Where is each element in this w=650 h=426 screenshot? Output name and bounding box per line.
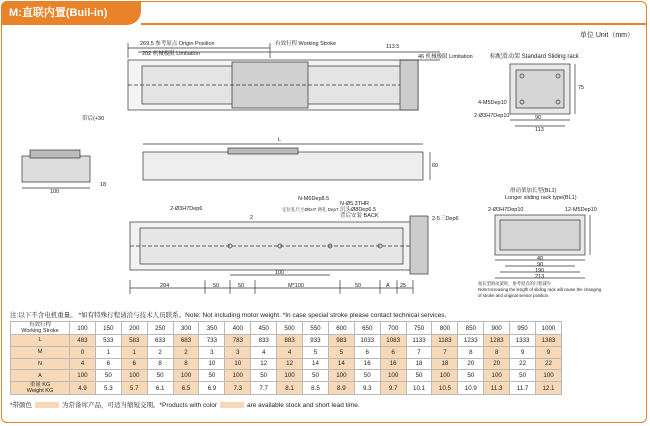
- table-cell: 100: [380, 370, 406, 382]
- table-cell: 933: [303, 335, 329, 347]
- table-cell: 900: [484, 322, 510, 335]
- table-cell: 18: [432, 358, 458, 370]
- table-cell: 7: [432, 346, 458, 358]
- bottom-pin-back: 背后安装 BACK: [340, 213, 379, 219]
- table-cell: 983: [328, 335, 354, 347]
- dim-25: 25: [400, 283, 407, 289]
- table-cell: 1383: [536, 335, 562, 347]
- table-cell: 7.3: [225, 382, 251, 395]
- table-row: [11, 370, 562, 382]
- table-cell: 583: [121, 335, 147, 347]
- table-cell: 10.9: [458, 382, 484, 395]
- table-cell: 5: [303, 346, 329, 358]
- table-cell: 50: [303, 370, 329, 382]
- limit-right-label: 46 机械极限 Limitation: [418, 54, 473, 60]
- table-cell: 1183: [432, 335, 458, 347]
- table-cell: 200: [121, 322, 147, 335]
- table-cell: 833: [251, 335, 277, 347]
- row-header: A: [11, 370, 70, 382]
- table-cell: 350: [199, 322, 225, 335]
- section-title: M:直联内置(Buil-in): [1, 1, 141, 25]
- table-cell: 150: [95, 322, 121, 335]
- table-cell: 20: [484, 358, 510, 370]
- table-cell: 550: [303, 322, 329, 335]
- table-cell: 4: [70, 358, 96, 370]
- table-cell: 733: [199, 335, 225, 347]
- table-cell: 5.7: [121, 382, 147, 395]
- rack-pin: 2-Ø3H7Dep10: [474, 113, 510, 119]
- table-cell: 6.9: [199, 382, 225, 395]
- long-rack-dim-90: 90: [537, 262, 544, 268]
- table-cell: 800: [432, 322, 458, 335]
- long-rack-note1: 加长型滑动架时，参考原点的行程减少: [478, 281, 552, 286]
- bottom-note-mid: 定位孔尺寸Ø5H7 两孔 Dep7: [282, 207, 339, 212]
- table-cell: 6: [380, 346, 406, 358]
- table-cell: 4: [277, 346, 303, 358]
- table-cell: 10: [199, 358, 225, 370]
- table-cell: 22: [536, 358, 562, 370]
- limit-left-label: 202 机械极限 Limitation: [142, 51, 200, 57]
- table-cell: 12: [277, 358, 303, 370]
- table-cell: 883: [277, 335, 303, 347]
- table-cell: 8: [147, 358, 173, 370]
- bottom-two: 2: [250, 215, 254, 221]
- table-cell: 100: [536, 370, 562, 382]
- table-cell: 50: [406, 370, 432, 382]
- color-swatch-2: [220, 402, 244, 408]
- table-cell: 2: [147, 346, 173, 358]
- table-cell: 16: [380, 358, 406, 370]
- bottom-pin-mid: N-Ø5.3THR: [340, 201, 370, 207]
- table-cell: 633: [147, 335, 173, 347]
- table-cell: 50: [95, 370, 121, 382]
- table-cell: 100: [328, 370, 354, 382]
- rack-dim-113: 113: [535, 127, 544, 133]
- table-cell: 6: [95, 358, 121, 370]
- table-cell: 533: [95, 335, 121, 347]
- table-row: [11, 346, 562, 358]
- table-cell: 100: [432, 370, 458, 382]
- table-cell: 4: [251, 346, 277, 358]
- origin-label: 269.5 参考原点 Origin Position: [140, 41, 215, 47]
- table-note: 注:以下不含电机重量。 *如有特殊行程请洽与技术人员联系。Note: Not including motor weight. *In case special stroke please contact technical services.: [10, 312, 447, 319]
- table-cell: 683: [173, 335, 199, 347]
- dim-m100: M*100: [288, 283, 304, 289]
- long-rack-title-en: Longer sliding rack type(BL1): [505, 195, 577, 201]
- table-row: [11, 322, 562, 335]
- dim-a: A: [386, 283, 390, 289]
- table-cell: 8.9: [328, 382, 354, 395]
- rack-dim-90: 90: [535, 115, 542, 121]
- table-cell: 1133: [406, 335, 432, 347]
- long-rack-dim-190: 190: [535, 268, 545, 274]
- table-cell: 483: [70, 335, 96, 347]
- table-cell: 1: [95, 346, 121, 358]
- table-cell: 9.7: [380, 382, 406, 395]
- table-cell: 8.5: [303, 382, 329, 395]
- table-cell: 600: [328, 322, 354, 335]
- table-cell: 12.1: [536, 382, 562, 395]
- side-view-body: [143, 152, 423, 180]
- table-cell: 1000: [536, 322, 562, 335]
- stroke-label: 有效行程 Working Stroke: [275, 41, 337, 47]
- table-cell: 9.3: [354, 382, 380, 395]
- footer-post2: are available stock and short lead time.: [246, 402, 360, 409]
- long-rack-dim-213: 213: [535, 274, 545, 280]
- table-cell: 9: [536, 346, 562, 358]
- table-cell: 100: [173, 370, 199, 382]
- table-cell: 12: [251, 358, 277, 370]
- table-cell: 1: [121, 346, 147, 358]
- dim-204: 204: [160, 283, 170, 289]
- table-cell: 750: [406, 322, 432, 335]
- dim-50a: 50: [213, 283, 220, 289]
- table-cell: 14: [303, 358, 329, 370]
- color-swatch: [35, 402, 59, 408]
- table-cell: 16: [354, 358, 380, 370]
- table-cell: 700: [380, 322, 406, 335]
- dim-50c: 50: [355, 283, 362, 289]
- table-cell: 10.5: [432, 382, 458, 395]
- table-cell: 100: [70, 370, 96, 382]
- table-cell: 22: [510, 358, 536, 370]
- table-cell: 1083: [380, 335, 406, 347]
- table-cell: 783: [225, 335, 251, 347]
- table-cell: 1333: [510, 335, 536, 347]
- table-cell: 50: [458, 370, 484, 382]
- table-cell: 50: [510, 370, 536, 382]
- table-cell: 50: [251, 370, 277, 382]
- table-cell: 6: [354, 346, 380, 358]
- motor-end-view: [22, 156, 90, 182]
- long-rack-pin: 2-Ø3H7Dep10: [488, 207, 524, 213]
- dim-100: 100: [275, 270, 285, 276]
- dim-113-5: 113.5: [386, 44, 400, 50]
- rack-title: 标配滑动架 Standard Sliding rack: [490, 54, 579, 60]
- table-cell: 2: [173, 346, 199, 358]
- table-cell: 5.3: [95, 382, 121, 395]
- row-header: 重量 KG Weight KG: [11, 382, 70, 395]
- long-rack-tap: 12-M5Dep10: [565, 207, 597, 213]
- long-rack-dim-40: 40: [537, 256, 544, 262]
- footer-post: 为常备库产品，可适当缩短交期。*Products with color: [62, 402, 217, 409]
- rack-tap: 4-M5Dep10: [478, 100, 507, 106]
- table-cell: 8: [173, 358, 199, 370]
- table-cell: 100: [70, 322, 96, 335]
- row-header: L: [11, 335, 70, 347]
- table-cell: 100: [484, 370, 510, 382]
- table-cell: 18: [406, 358, 432, 370]
- table-cell: 11.3: [484, 382, 510, 395]
- row-header: N: [11, 358, 70, 370]
- table-cell: 3: [199, 346, 225, 358]
- bottom-slot-right: 2-5三Dep6: [432, 216, 459, 222]
- table-cell: 50: [147, 370, 173, 382]
- dim-50b: 50: [238, 283, 245, 289]
- table-cell: 4.9: [70, 382, 96, 395]
- table-cell: 250: [147, 322, 173, 335]
- table-cell: 100: [225, 370, 251, 382]
- bottom-tap-mid: N-M6Dep8.5: [298, 196, 330, 202]
- table-cell: 8: [484, 346, 510, 358]
- table-cell: 100: [121, 370, 147, 382]
- table-cell: 14: [328, 358, 354, 370]
- table-cell: 11.7: [510, 382, 536, 395]
- footer-note: [10, 400, 360, 409]
- table-cell: 100: [277, 370, 303, 382]
- motor-width: 100: [50, 189, 60, 195]
- table-cell: 6: [121, 358, 147, 370]
- table-row: [11, 335, 562, 347]
- table-cell: 10.1: [406, 382, 432, 395]
- table-cell: 8: [458, 346, 484, 358]
- table-cell: 1033: [354, 335, 380, 347]
- table-cell: 9: [510, 346, 536, 358]
- side-l-label: L: [278, 137, 282, 143]
- long-rack-title: 滑动架加长型(BL1): [510, 188, 557, 194]
- table-cell: 850: [458, 322, 484, 335]
- table-cell: 5: [328, 346, 354, 358]
- table-cell: 1283: [484, 335, 510, 347]
- table-cell: 8.1: [277, 382, 303, 395]
- row-header: 有效行程 Working Stroke: [11, 322, 70, 335]
- table-cell: 20: [458, 358, 484, 370]
- table-cell: 400: [225, 322, 251, 335]
- spec-table: [10, 321, 562, 395]
- table-cell: 450: [251, 322, 277, 335]
- rack-dim-75: 75: [578, 85, 585, 91]
- rear-note: 带后(+30: [82, 116, 105, 122]
- bottom-pin-mid2: 沉头Ø8Dep6.5: [340, 207, 377, 213]
- long-rack-note2: Note:Increasing the length of sliding rack will cause the changing: [478, 287, 602, 292]
- long-rack-note3: of stroke and original sensor position.: [478, 293, 550, 298]
- table-row: [11, 358, 562, 370]
- row-header: M: [11, 346, 70, 358]
- table-cell: 50: [354, 370, 380, 382]
- motor-height: 18: [100, 182, 107, 188]
- table-cell: 650: [354, 322, 380, 335]
- side-height: 60: [432, 163, 439, 169]
- footer-pre: *带颜色: [10, 402, 33, 409]
- table-cell: 6.5: [173, 382, 199, 395]
- bottom-pin-left: 2-Ø3H7Dep6: [170, 206, 203, 212]
- table-cell: 500: [277, 322, 303, 335]
- table-cell: 950: [510, 322, 536, 335]
- table-cell: 10: [225, 358, 251, 370]
- table-cell: 0: [70, 346, 96, 358]
- table-cell: 7: [406, 346, 432, 358]
- table-row: [11, 382, 562, 395]
- table-cell: 3: [225, 346, 251, 358]
- table-cell: 1233: [458, 335, 484, 347]
- table-cell: 50: [199, 370, 225, 382]
- unit-label: 单位 Unit（mm）: [579, 32, 634, 39]
- table-cell: 300: [173, 322, 199, 335]
- table-cell: 6.1: [147, 382, 173, 395]
- table-cell: 7.7: [251, 382, 277, 395]
